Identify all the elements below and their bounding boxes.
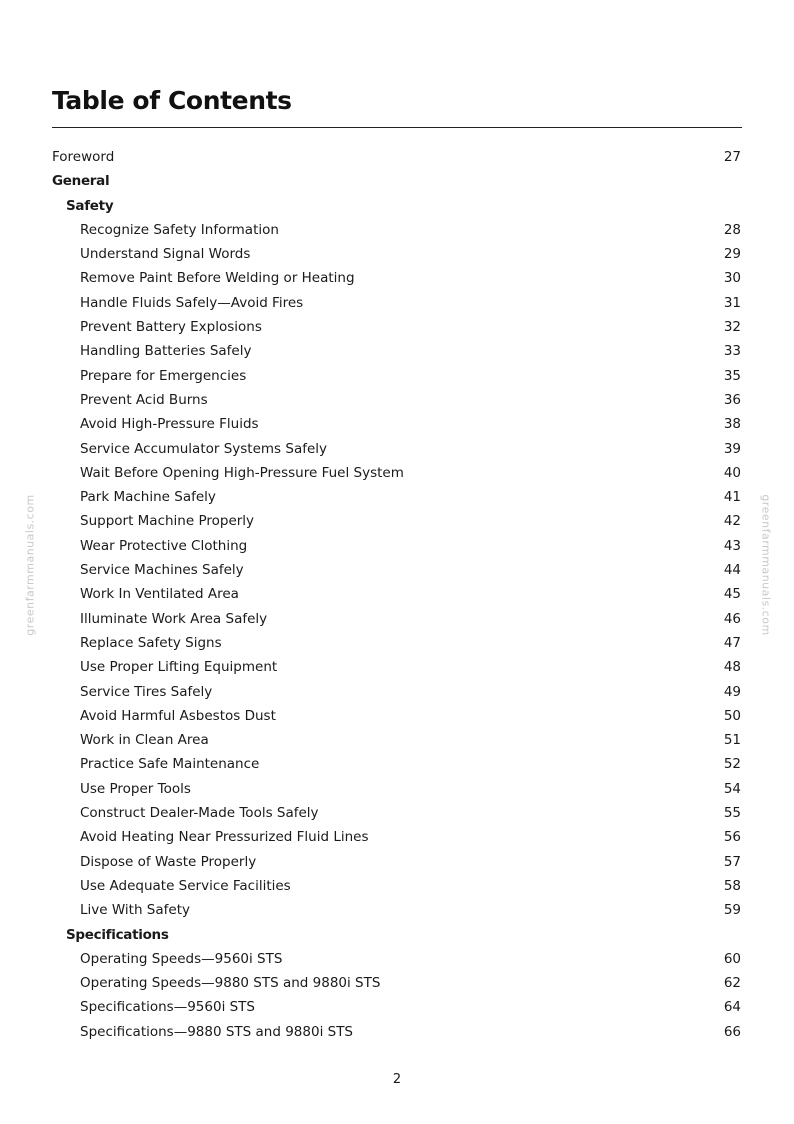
toc-entry-page: 27 xyxy=(723,149,741,165)
toc-entry-page: 45 xyxy=(723,586,741,603)
toc-entry-label: Use Proper Lifting Equipment xyxy=(80,659,278,676)
toc-entry-page: 64 xyxy=(723,999,741,1016)
toc-entry[interactable] xyxy=(52,728,742,752)
toc-entry-page xyxy=(741,923,742,947)
toc-entry-label: Illuminate Work Area Safely xyxy=(80,610,268,627)
toc-entry-page: 40 xyxy=(723,464,741,481)
toc-entry-page: 46 xyxy=(723,610,741,627)
toc-entry-label: Work In Ventilated Area xyxy=(80,586,239,603)
toc-entry-label: Avoid Harmful Asbestos Dust xyxy=(80,707,276,724)
toc-entry[interactable] xyxy=(52,315,742,339)
toc-entry-label: Prevent Acid Burns xyxy=(80,391,208,408)
toc-entry[interactable] xyxy=(52,995,742,1019)
page-number: 2 xyxy=(392,1072,402,1087)
toc-entry[interactable] xyxy=(52,218,742,242)
toc-entry[interactable] xyxy=(52,509,742,533)
toc-entry[interactable] xyxy=(52,582,742,606)
toc-entry[interactable] xyxy=(52,437,742,461)
toc-entry-page: 31 xyxy=(723,294,741,311)
toc-list xyxy=(52,145,742,1044)
toc-entry-page: 35 xyxy=(723,367,741,384)
toc-entry[interactable] xyxy=(52,145,742,169)
toc-entry[interactable] xyxy=(52,291,742,315)
toc-entry-page: 58 xyxy=(723,877,741,894)
toc-entry[interactable] xyxy=(52,850,742,874)
toc-entry-page: 32 xyxy=(723,319,741,336)
toc-entry-page: 62 xyxy=(723,975,741,992)
toc-entry-label: Specifications—9560i STS xyxy=(80,999,255,1016)
watermark-right: greenfarmmanuals.com xyxy=(759,494,773,636)
toc-entry-label: Operating Speeds—9880 STS and 9880i STS xyxy=(80,975,381,992)
toc-entry[interactable] xyxy=(52,339,742,363)
toc-entry-page: 42 xyxy=(723,513,741,530)
toc-entry-label: Service Machines Safely xyxy=(80,562,244,579)
toc-entry-label: Specifications xyxy=(66,926,169,943)
toc-entry-label: Practice Safe Maintenance xyxy=(80,756,260,773)
toc-entry[interactable] xyxy=(52,874,742,898)
toc-entry-page: 66 xyxy=(723,1023,741,1040)
toc-section-heading xyxy=(52,194,742,218)
toc-entry-page: 54 xyxy=(723,780,741,797)
toc-entry[interactable] xyxy=(52,971,742,995)
toc-entry-page: 47 xyxy=(723,634,741,651)
toc-entry[interactable] xyxy=(52,898,742,922)
toc-entry-page: 30 xyxy=(723,270,741,287)
toc-entry-label: Prevent Battery Explosions xyxy=(80,319,262,336)
toc-entry-page: 39 xyxy=(723,440,741,457)
toc-section-heading xyxy=(52,169,742,193)
toc-entry[interactable] xyxy=(52,412,742,436)
toc-entry[interactable] xyxy=(52,801,742,825)
title-divider xyxy=(52,127,742,128)
toc-entry-page: 51 xyxy=(723,732,741,749)
toc-entry-label: Dispose of Waste Properly xyxy=(80,853,257,870)
toc-entry-label: Handle Fluids Safely—Avoid Fires xyxy=(80,294,304,311)
toc-entry-label: Prepare for Emergencies xyxy=(80,367,247,384)
toc-entry-page xyxy=(741,194,742,218)
toc-entry-page: 56 xyxy=(723,829,741,846)
toc-entry-label: Understand Signal Words xyxy=(80,246,251,263)
toc-entry-label: Wear Protective Clothing xyxy=(80,537,248,554)
toc-entry-page: 49 xyxy=(723,683,741,700)
toc-entry-label: Operating Speeds—9560i STS xyxy=(80,950,283,967)
toc-entry[interactable] xyxy=(52,534,742,558)
toc-entry-label: Service Tires Safely xyxy=(80,683,213,700)
toc-entry[interactable] xyxy=(52,607,742,631)
toc-entry[interactable] xyxy=(52,704,742,728)
toc-entry-label: Replace Safety Signs xyxy=(80,634,222,651)
toc-entry[interactable] xyxy=(52,680,742,704)
toc-entry-label: Safety xyxy=(66,197,114,214)
toc-entry-label: Specifications—9880 STS and 9880i STS xyxy=(80,1023,354,1040)
toc-entry[interactable] xyxy=(52,388,742,412)
toc-entry[interactable] xyxy=(52,558,742,582)
toc-entry-label: Recognize Safety Information xyxy=(80,221,279,238)
toc-entry-label: Work in Clean Area xyxy=(80,732,209,749)
toc-entry-label: Construct Dealer-Made Tools Safely xyxy=(80,805,319,822)
toc-entry-label: Use Adequate Service Facilities xyxy=(80,877,291,894)
toc-entry-label: Use Proper Tools xyxy=(80,780,191,797)
toc-entry-page: 50 xyxy=(723,707,741,724)
toc-entry-page xyxy=(741,169,742,193)
toc-entry[interactable] xyxy=(52,242,742,266)
watermark-left: greenfarmmanuals.com xyxy=(23,494,37,636)
toc-entry-label: Handling Batteries Safely xyxy=(80,343,252,360)
page-title: Table of Contents xyxy=(52,86,292,115)
toc-entry-label: Service Accumulator Systems Safely xyxy=(80,440,328,457)
toc-entry-page: 43 xyxy=(723,537,741,554)
toc-entry-label: Avoid Heating Near Pressurized Fluid Lines xyxy=(80,829,369,846)
toc-entry-label: Live With Safety xyxy=(80,902,190,919)
toc-entry[interactable] xyxy=(52,485,742,509)
toc-entry[interactable] xyxy=(52,1020,742,1044)
toc-entry-page: 55 xyxy=(723,805,741,822)
toc-entry-label: Remove Paint Before Welding or Heating xyxy=(80,270,355,287)
toc-entry-page: 57 xyxy=(723,853,741,870)
toc-entry-label: Park Machine Safely xyxy=(80,489,216,506)
toc-entry-page: 41 xyxy=(723,489,741,506)
toc-entry-page: 44 xyxy=(723,562,741,579)
toc-entry-page: 52 xyxy=(723,756,741,773)
toc-entry-page: 60 xyxy=(723,950,741,967)
toc-section-heading xyxy=(52,923,742,947)
toc-entry[interactable] xyxy=(52,631,742,655)
toc-entry-label: General xyxy=(52,173,110,190)
toc-entry-label: Wait Before Opening High-Pressure Fuel System xyxy=(80,464,404,481)
toc-entry[interactable] xyxy=(52,266,742,290)
toc-entry[interactable] xyxy=(52,777,742,801)
toc-entry[interactable] xyxy=(52,947,742,971)
toc-entry-page: 38 xyxy=(723,416,741,433)
toc-entry-label: Support Machine Properly xyxy=(80,513,255,530)
toc-entry[interactable] xyxy=(52,364,742,388)
toc-entry[interactable] xyxy=(52,825,742,849)
toc-entry[interactable] xyxy=(52,655,742,679)
toc-entry-page: 36 xyxy=(723,391,741,408)
toc-entry-page: 59 xyxy=(723,902,741,919)
toc-entry-page: 28 xyxy=(723,221,741,238)
toc-entry-label: Foreword xyxy=(52,149,115,165)
toc-entry[interactable] xyxy=(52,461,742,485)
toc-entry-page: 48 xyxy=(723,659,741,676)
toc-entry-label: Avoid High-Pressure Fluids xyxy=(80,416,259,433)
toc-entry-page: 29 xyxy=(723,246,741,263)
toc-entry-page: 33 xyxy=(723,343,741,360)
toc-entry[interactable] xyxy=(52,752,742,776)
